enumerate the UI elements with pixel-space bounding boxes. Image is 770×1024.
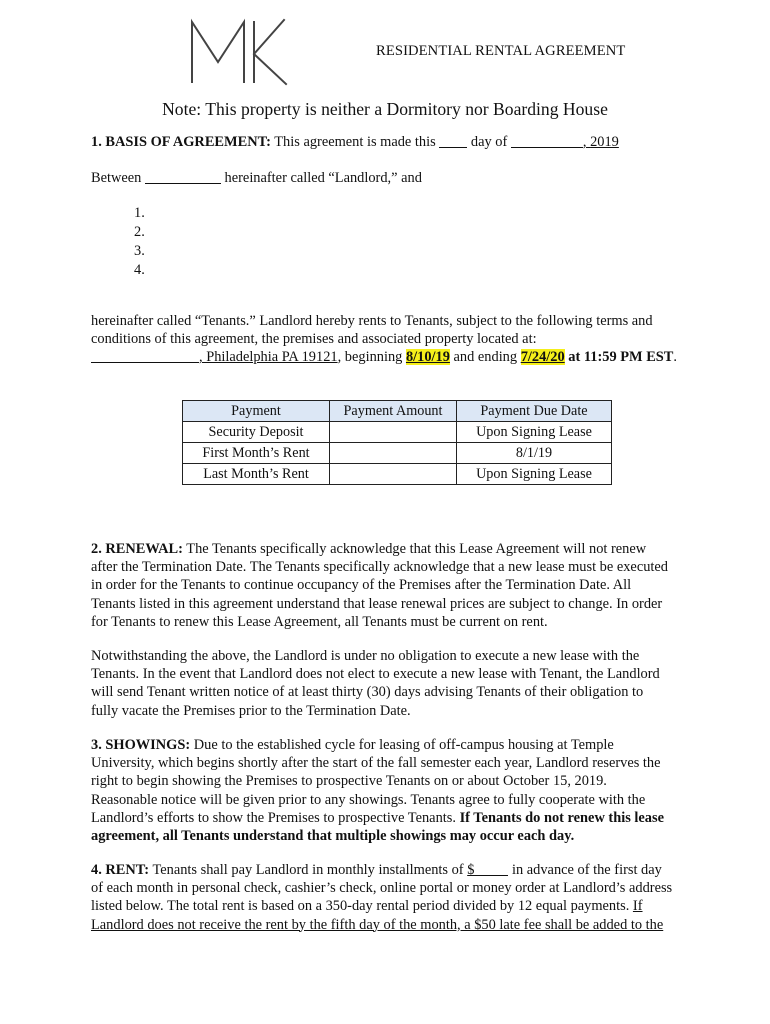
column-header: Payment Due Date (457, 401, 612, 422)
month-blank (511, 134, 583, 148)
address-city: , Philadelphia PA 19121 (199, 349, 338, 366)
end-time: at 11:59 PM EST (564, 349, 674, 366)
renewal-notice-paragraph: Notwithstanding the above, the Landlord is under no obligation to execute a new lease with the Tenants. In the event that Landlord does not elect to execute a new lease with Tenant, the Landlord will send Tenant written notice of at least thirty (30) days advising Tenants of their obligation to fully vacate the Premises prior to the Termination Date. (91, 648, 660, 719)
payment-table (182, 400, 612, 485)
mk-logo (186, 16, 290, 86)
showings-section: 3. SHOWINGS: Due to the established cycle for leasing of off-campus housing at Temple University, which begins shortly after the start of the fall semester each year, Landlord reserves the right to begin showing the Premises to prospective Tenants on or about October 15, 2019. Reasonable notice will be given prior to any showings. Tenants agree to fully cooperate with the Landlord’s efforts to show the Premises to prospective Tenants. If Tenants do not renew this lease agreement, all Tenants understand that multiple showings may occur each day. (91, 737, 664, 845)
end-date: 7/24/20 (520, 349, 565, 366)
start-date: 8/10/19 (405, 349, 450, 366)
list-item: 1. (134, 205, 145, 221)
street-address-blank (91, 349, 199, 363)
table-row (183, 422, 612, 443)
column-header: Payment Amount (330, 401, 457, 422)
due-date-cell: 8/1/19 (457, 443, 612, 464)
rent-amount-blank (474, 862, 508, 876)
renewal-section: 2. RENEWAL: The Tenants specifically acknowledge that this Lease Agreement will not renew after the Termination Date. The Tenants specifically acknowledge that a new lease must be executed in order for the Tenants to continue occupancy of the Premises after the Termination Date. All Tenants listed in this agreement understand that lease renewal prices are subject to change. In order for Tenants to renew this Lease Agreement, all Tenants must be current on rent. (91, 541, 668, 630)
day-blank (439, 134, 467, 148)
basis-of-agreement-line: 1. BASIS OF AGREEMENT: This agreement is made this day of , 2019 (91, 134, 619, 150)
landlord-line: Between hereinafter called “Landlord,” and (91, 170, 422, 186)
due-date-cell: Upon Signing Lease (457, 422, 612, 443)
section-heading: 4. RENT: (91, 862, 150, 878)
list-item: 2. (134, 224, 145, 240)
table-header-row (183, 401, 612, 422)
payment-cell: Last Month’s Rent (183, 464, 330, 485)
amount-cell (330, 422, 457, 443)
section-heading: 2. RENEWAL: (91, 541, 183, 557)
list-item: 4. (134, 262, 145, 278)
list-item: 3. (134, 243, 145, 259)
agreement-year: 2019 (590, 134, 619, 150)
column-header: Payment (183, 401, 330, 422)
section-heading: 3. SHOWINGS: (91, 737, 191, 753)
table-row (183, 464, 612, 485)
due-date-cell: Upon Signing Lease (457, 464, 612, 485)
table-row (183, 443, 612, 464)
rent-section: 4. RENT: Tenants shall pay Landlord in monthly installments of $ in advance of the first day of each month in personal check, cashier’s check, online portal or money order at Landlord’s address listed below. The total rent is based on a 350-day rental period divided by 12 equal payments. If Landlord does not receive the rent by the fifth day of the month, a $50 late fee shall be added to the (91, 862, 673, 933)
document-title: RESIDENTIAL RENTAL AGREEMENT (376, 43, 626, 59)
payment-cell: First Month’s Rent (183, 443, 330, 464)
amount-cell (330, 443, 457, 464)
section-heading: 1. BASIS OF AGREEMENT: (91, 134, 271, 150)
tenants-paragraph: hereinafter called “Tenants.” Landlord hereby rents to Tenants, subject to the following terms and conditions of this agreement, the premises and associated property located at: , Philadelphia PA 19121, beginning 8/10/19 and ending 7/24/20 at 11:59 PM EST. (91, 313, 678, 366)
property-note: Note: This property is neither a Dormitory nor Boarding House (162, 99, 608, 119)
tenant-list (134, 204, 145, 280)
payment-cell: Security Deposit (183, 422, 330, 443)
amount-cell (330, 464, 457, 485)
landlord-name-blank (145, 170, 221, 184)
